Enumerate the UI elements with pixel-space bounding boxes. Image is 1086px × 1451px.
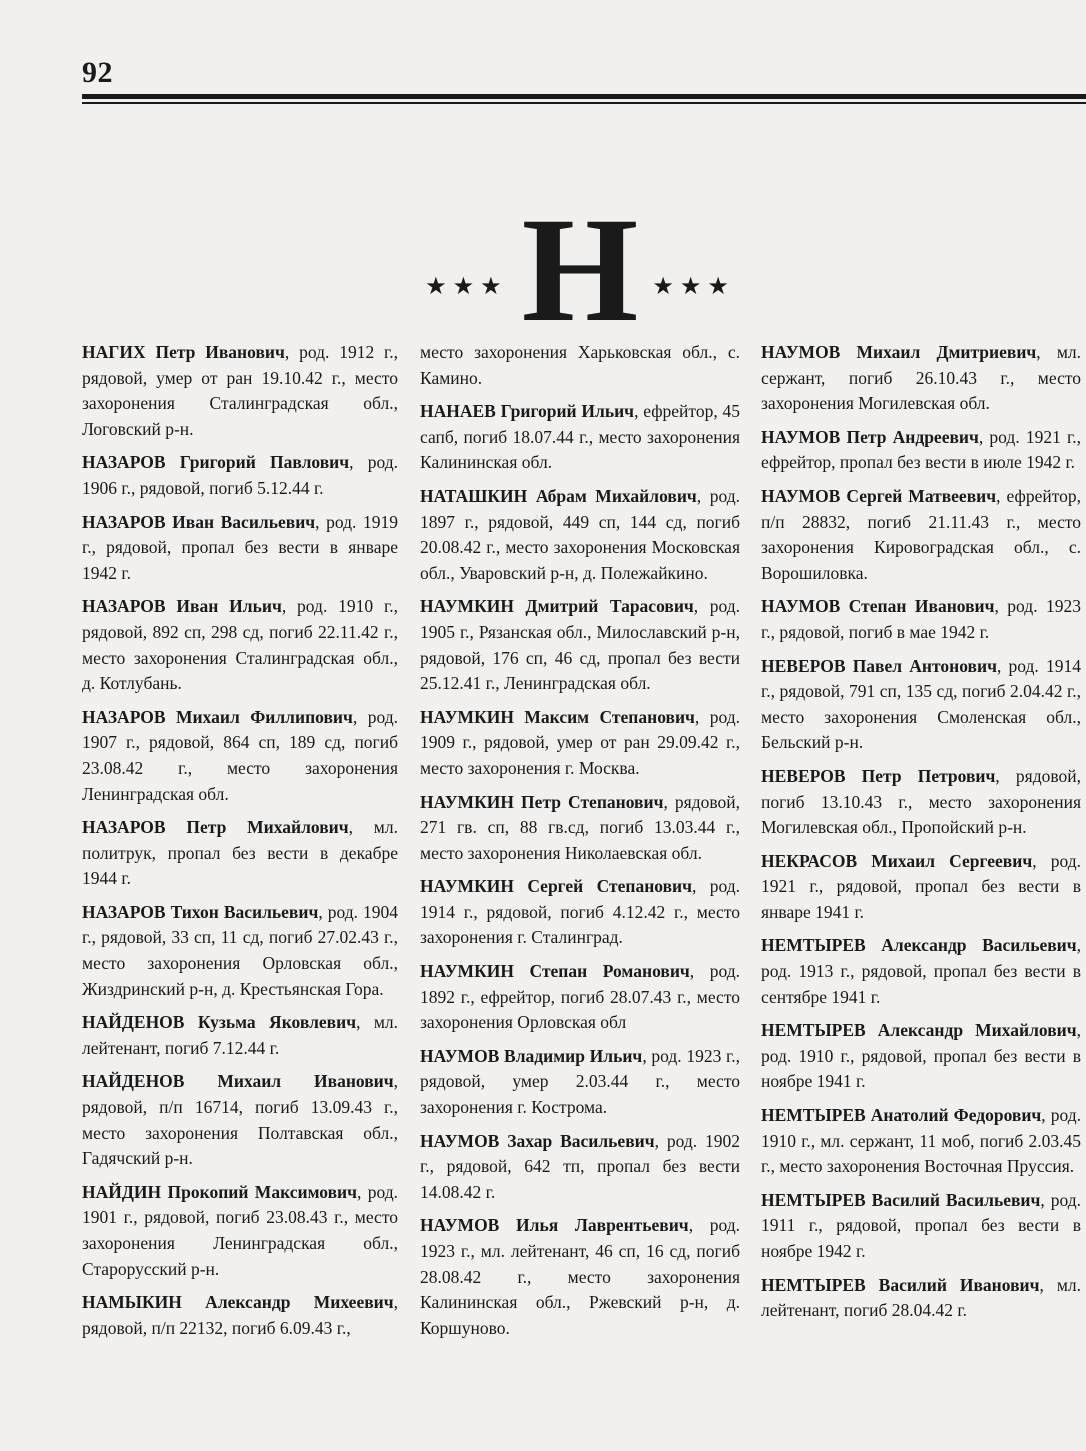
stars-left-icon: ★★★: [425, 272, 508, 300]
entry-name: НЕМТЫРЕВ Александр Михайлович: [761, 1020, 1077, 1041]
section-heading: [420, 187, 740, 353]
list-item: [420, 790, 740, 867]
list-item: [761, 849, 1081, 926]
entry-details: , род. 1906 г., рядовой, погиб 5.12.44 г.: [82, 452, 398, 498]
entry-name: НЕВЕРОВ Павел Антонович: [761, 655, 997, 676]
entry-details: , род. 1919 г., рядовой, пропал без вести в январе 1942 г.: [82, 511, 398, 583]
list-item: [761, 933, 1081, 1010]
list-item: [761, 764, 1081, 841]
entry-details: , род. 1914 г., рядовой, 791 сп, 135 сд, погиб 2.04.42 г., место захоронения Смоленская обл., Бельский р-н.: [761, 655, 1081, 753]
section-letter: Н: [521, 187, 639, 353]
entry-details: , род. 1923 г., рядовой, умер 2.03.44 г., место захоронения г. Кострома.: [420, 1045, 741, 1118]
entry-details: , род. 1911 г., рядовой, пропал без вести в ноябре 1942 г.: [761, 1189, 1081, 1261]
entry-details: , рядовой, погиб 13.10.43 г., место захоронения Могилевская обл., Пропойский р-н.: [761, 765, 1081, 838]
list-item: [82, 900, 398, 1002]
entry-details: , род. 1921 г., рядовой, пропал без вести в январе 1941 г.: [761, 850, 1082, 922]
entry-details: , род. 1907 г., рядовой, 864 сп, 189 сд, погиб 23.08.42 г., место захоронения Ленинградская обл.: [82, 706, 398, 804]
entry-name: НАЙДИН Прокопий Максимович: [82, 1181, 357, 1202]
entry-name: НЕКРАСОВ Михаил Сергеевич: [761, 850, 1033, 871]
page-number: 92: [82, 56, 113, 89]
entry-details: , рядовой, п/п 22132, погиб 6.09.43 г.,: [82, 1292, 398, 1338]
list-item: [82, 705, 398, 807]
entry-name: НАУМОВ Михаил Дмитриевич: [761, 342, 1037, 362]
entry-details: , род. 1904 г., рядовой, 33 сп, 11 сд, погиб 27.02.43 г., место захоронения Орловская обл., Жиздринский р-н, д. Крестьянская Гора.: [82, 901, 398, 999]
entry-name: НЕМТЫРЕВ Василий Васильевич: [761, 1189, 1041, 1210]
entry-details: , рядовой, п/п 16714, погиб 13.09.43 г., место захоронения Полтавская обл., Гадячский р-н.: [82, 1071, 398, 1169]
entry-details: , мл. сержант, погиб 26.10.43 г., место захоронения Могилевская обл.: [761, 342, 1081, 414]
list-item: [420, 594, 740, 696]
entry-details: , род. 1905 г., Рязанская обл., Милославский р-н, рядовой, 176 сп, 46 сд, пропал без вести 25.12.41 г., Ленинградская обл.: [420, 596, 740, 694]
entry-name: НАЗАРОВ Григорий Павлович: [82, 452, 350, 473]
entry-name: НАУМКИН Сергей Степанович: [420, 876, 692, 897]
list-item: [420, 874, 740, 951]
entry-name: НАУМОВ Владимир Ильич: [420, 1045, 643, 1066]
entry-name: НЕМТЫРЕВ Александр Васильевич: [761, 935, 1077, 956]
entry-name: НАЗАРОВ Михаил Филлипович: [82, 706, 353, 727]
entry-name: НАЙДЕНОВ Кузьма Яковлевич: [82, 1012, 357, 1033]
entry-name: НАТАШКИН Абрам Михайлович: [420, 485, 697, 506]
list-item: [82, 815, 398, 892]
list-item: [761, 340, 1081, 417]
list-item: [420, 1044, 740, 1121]
list-item: [82, 594, 398, 696]
entry-details: , мл. лейтенант, погиб 7.12.44 г.: [82, 1012, 399, 1058]
entry-details: , род. 1892 г., ефрейтор, погиб 28.07.43 г., место захоронения Орловская обл: [420, 961, 740, 1033]
entry-name: НАУМКИН Максим Степанович: [420, 706, 695, 727]
entry-name: НАУМОВ Илья Лаврентьевич: [420, 1215, 689, 1236]
entry-details: , род. 1913 г., рядовой, пропал без вести в сентябре 1941 г.: [761, 935, 1081, 1007]
entry-details: место захоронения Харьковская обл., с. Камино.: [420, 342, 740, 388]
column-2: [420, 340, 740, 1349]
list-item: [82, 510, 398, 587]
entry-details: , ефрейтор, 45 сапб, погиб 18.07.44 г., место захоронения Калининская обл.: [420, 401, 740, 473]
header-rule-thin: [82, 102, 1086, 104]
entry-details: , род. 1910 г., мл. сержант, 11 моб, погиб 2.03.45 г., место захоронения Восточная Пруссия.: [761, 1105, 1081, 1177]
entry-name: НЕВЕРОВ Петр Петрович: [761, 765, 996, 786]
list-item: [420, 340, 740, 391]
entry-details: , род. 1912 г., рядовой, умер от ран 19.10.42 г., место захоронения Сталинградская обл., Логовский р-н.: [82, 342, 398, 439]
entry-name: НАУМКИН Дмитрий Тарасович: [420, 596, 694, 617]
list-item: [761, 484, 1081, 586]
list-item: [420, 399, 740, 476]
list-item: [761, 1103, 1081, 1180]
entry-name: НАУМОВ Степан Иванович: [761, 596, 995, 617]
list-item: [82, 1069, 398, 1171]
entry-name: НАЙДЕНОВ Михаил Иванович: [82, 1071, 394, 1092]
list-item: [761, 1018, 1081, 1095]
entry-details: , род. 1923 г., мл. лейтенант, 46 сп, 16 сд, погиб 28.08.42 г., место захоронения Калининская обл., Ржевский р-н, д. Коршуново.: [420, 1215, 740, 1338]
entry-name: НАЗАРОВ Иван Ильич: [82, 596, 282, 617]
entry-details: , род. 1897 г., рядовой, 449 сп, 144 сд, погиб 20.08.42 г., место захоронения Московская обл., Уваровский р-н, д. Полежайкино.: [420, 485, 741, 583]
list-item: [761, 654, 1081, 756]
entry-name: НЕМТЫРЕВ Василий Иванович: [761, 1274, 1040, 1295]
entry-name: НАМЫКИН Александр Михеевич: [82, 1292, 394, 1313]
list-item: [82, 340, 398, 442]
entry-details: , род. 1914 г., рядовой, погиб 4.12.42 г., место захоронения г. Сталинград.: [420, 876, 740, 948]
list-item: [82, 1180, 398, 1282]
entry-name: НАЗАРОВ Тихон Васильевич: [82, 901, 319, 922]
entry-name: НАУМКИН Степан Романович: [420, 961, 690, 982]
entry-name: НАЗАРОВ Петр Михайлович: [82, 817, 349, 838]
entry-name: НЕМТЫРЕВ Анатолий Федорович: [761, 1105, 1042, 1126]
entry-name: НАУМКИН Петр Степанович: [420, 791, 664, 812]
list-item: [761, 1188, 1081, 1265]
list-item: [420, 1213, 740, 1341]
entry-details: , род. 1909 г., рядовой, умер от ран 29.09.42 г., место захоронения г. Москва.: [420, 706, 740, 778]
entry-name: НАНАЕВ Григорий Ильич: [420, 401, 635, 422]
entry-name: НАЗАРОВ Иван Васильевич: [82, 511, 316, 532]
column-1: [82, 340, 398, 1349]
stars-right-icon: ★★★: [652, 272, 735, 300]
entry-name: НАУМОВ Захар Васильевич: [420, 1130, 655, 1151]
entry-details: , род. 1901 г., рядовой, погиб 23.08.43 г., место захоронения Ленинградская обл., Старорусский р-н.: [82, 1181, 398, 1279]
entry-name: НАУМОВ Петр Андреевич: [761, 426, 979, 447]
entry-name: НАУМОВ Сергей Матвеевич: [761, 485, 997, 506]
entry-details: , мл. политрук, пропал без вести в декабре 1944 г.: [82, 817, 398, 889]
list-item: [761, 1273, 1081, 1324]
list-item: [82, 1010, 398, 1061]
list-item: [82, 450, 398, 501]
entry-details: , род. 1921 г., ефрейтор, пропал без вести в июле 1942 г.: [761, 426, 1081, 473]
list-item: [420, 959, 740, 1036]
list-item: [761, 425, 1081, 476]
entry-details: , род. 1923 г., рядовой, погиб в мае 1942 г.: [761, 596, 1081, 642]
header-rule-thick: [82, 94, 1086, 99]
entry-details: , род. 1902 г., рядовой, 642 тп, пропал без вести 14.08.42 г.: [420, 1130, 740, 1202]
entry-details: , род. 1910 г., рядовой, пропал без вести в ноябре 1941 г.: [761, 1020, 1081, 1092]
column-3: [761, 340, 1081, 1332]
entry-details: , род. 1910 г., рядовой, 892 сп, 298 сд, погиб 22.11.42 г., место захоронения Сталинградская обл., д. Котлубань.: [82, 596, 398, 694]
entry-details: , мл. лейтенант, погиб 28.04.42 г.: [761, 1274, 1081, 1321]
list-item: [420, 705, 740, 782]
list-item: [420, 484, 740, 586]
list-item: [761, 594, 1081, 645]
entry-name: НАГИХ Петр Иванович: [82, 342, 285, 362]
entry-details: , рядовой, 271 гв. сп, 88 гв.сд, погиб 13.03.44 г., место захоронения Николаевская обл.: [420, 791, 741, 863]
entry-details: , ефрейтор, п/п 28832, погиб 21.11.43 г., место захоронения Кировоградская обл., с. Ворошиловка.: [761, 485, 1081, 583]
list-item: [82, 1290, 398, 1341]
list-item: [420, 1129, 740, 1206]
